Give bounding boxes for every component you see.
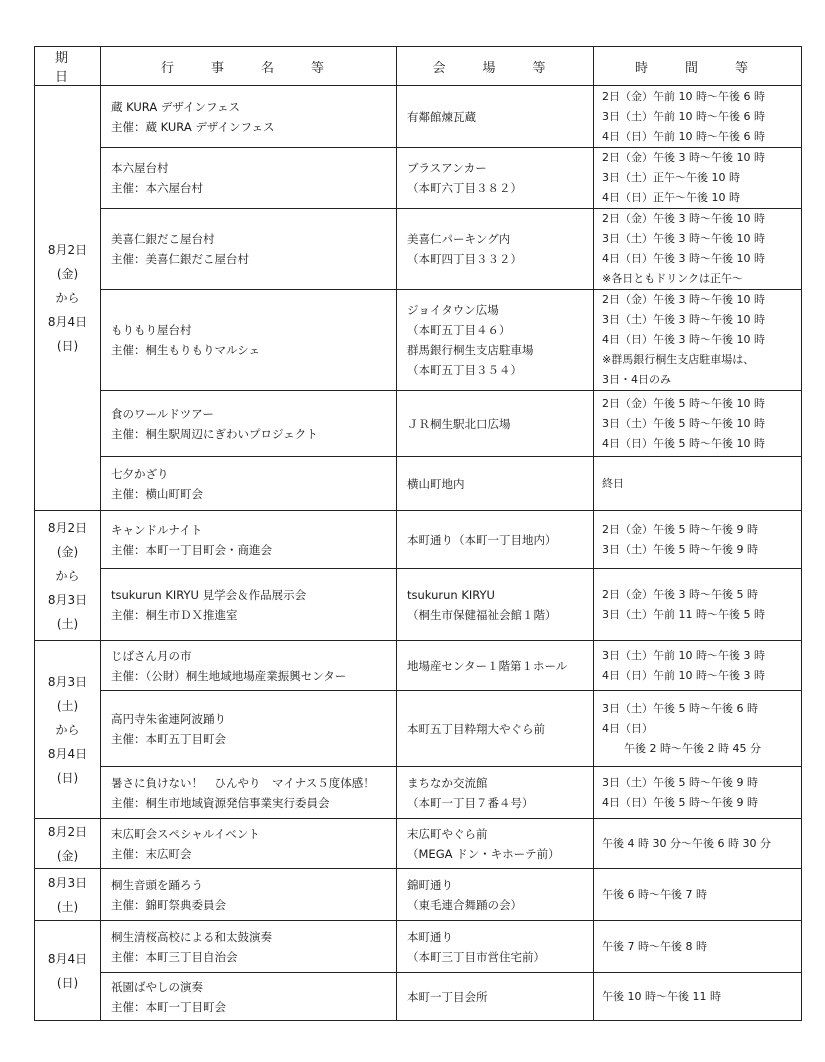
event-line: 主催：桐生市地域資源発信事業実行委員会: [111, 795, 330, 810]
time-line: 4日（日）午後 3 時～午後 10 時: [602, 252, 765, 265]
event-line: 主催：蔵 KURA デザインフェス: [111, 119, 275, 134]
event-line: 主催：末広町会: [111, 846, 192, 861]
event-line: 主催：錦町祭典委員会: [111, 897, 226, 912]
time-line: 3日（土）午後 5 時～午後 10 時: [602, 416, 765, 430]
venue-line: まちなか交流館: [407, 775, 488, 790]
header-row: [35, 47, 802, 86]
event-cell: [101, 457, 397, 511]
time-cell: [594, 921, 802, 973]
time-line: 4日（日）午前 10 時～午後 3 時: [602, 668, 765, 682]
table-row: [35, 391, 802, 457]
venue-line: 美喜仁パーキング内: [407, 232, 511, 246]
date-cell: [35, 511, 101, 641]
table-row: [35, 921, 802, 973]
table-row: [35, 569, 802, 641]
venue-line: （本町六丁目３８２）: [407, 181, 522, 195]
time-line: 4日（日）正午～午後 10 時: [602, 191, 740, 204]
time-line: 2日（金）午後 3 時～午後 10 時: [602, 151, 765, 164]
table-row: [35, 209, 802, 290]
event-cell: [101, 511, 397, 569]
event-line: 主催：美喜仁銀だこ屋台村: [111, 252, 249, 266]
event-line: 主催：桐生市ＤＸ推進室: [111, 607, 238, 622]
venue-line: ＪＲ桐生駅北口広場: [407, 416, 511, 431]
venue-cell: [397, 457, 594, 511]
event-line: 主催：横山町町会: [111, 486, 203, 501]
date-line: から: [55, 568, 80, 583]
table-row: [35, 511, 802, 569]
time-line: ※各日ともドリンクは正午～: [602, 272, 743, 285]
venue-cell: [397, 148, 594, 209]
time-line: 2日（金）午後 5 時～午後 10 時: [602, 396, 765, 410]
time-cell: [594, 290, 802, 391]
table-row: [35, 973, 802, 1021]
time-line: 午後 2 時～午後 2 時 45 分: [602, 741, 761, 755]
time-line: 午後 10 時～午後 11 時: [602, 989, 721, 1003]
date-cell: [35, 641, 101, 819]
event-line: 食のワールドツアー: [111, 406, 214, 421]
table-row: [35, 457, 802, 511]
venue-line: （MEGA ドン・キホーテ前）: [407, 846, 560, 861]
time-line: 3日（土）午後 3 時～午後 10 時: [602, 313, 765, 326]
event-line: tsukurun KIRYU 見学会＆作品展示会: [111, 587, 307, 602]
date-line: から: [55, 291, 80, 305]
event-cell: [101, 290, 397, 391]
date-cell: [35, 86, 101, 511]
date-line: 8月4日: [47, 315, 88, 329]
event-line: 主催：（公財）桐生地域地場産業振興センター: [111, 668, 347, 683]
event-cell: [101, 691, 397, 767]
time-line: 3日（土）午前 10 時～午後 6 時: [602, 109, 765, 123]
event-line: 主催：桐生駅周辺にぎわいプロジェクト: [111, 426, 318, 441]
table-row: [35, 869, 802, 921]
time-line: 午後 6 時～午後 7 時: [602, 887, 707, 901]
date-cell: [35, 921, 101, 1021]
venue-line: 群馬銀行桐生支店駐車場: [407, 343, 534, 357]
date-line: 8月2日: [47, 520, 88, 535]
event-schedule-table: [34, 46, 802, 1021]
venue-line: 有鄰館煉瓦蔵: [407, 109, 476, 124]
time-cell: [594, 86, 802, 148]
date-line: (金): [56, 267, 79, 281]
venue-cell: [397, 921, 594, 973]
time-line: 午後 4 時 30 分～午後 6 時 30 分: [602, 836, 771, 850]
venue-line: （桐生市保健福祉会館１階）: [407, 607, 557, 622]
event-line: もりもり屋台村: [111, 323, 192, 337]
date-line: 8月4日: [47, 746, 88, 761]
venue-line: 地場産センター１階第１ホール: [407, 658, 568, 673]
venue-cell: [397, 209, 594, 290]
venue-line: 横山町地内: [407, 476, 465, 491]
date-line: 8月3日: [47, 674, 88, 689]
event-line: 祇園ばやしの演奏: [111, 979, 203, 994]
venue-cell: [397, 641, 594, 691]
event-cell: [101, 148, 397, 209]
time-line: 4日（日）: [602, 721, 653, 735]
event-cell: [101, 209, 397, 290]
event-line: 本六屋台村: [111, 161, 169, 175]
date-line: (土): [56, 899, 79, 914]
event-cell: [101, 569, 397, 641]
time-line: 3日（土）午後 5 時～午後 6 時: [602, 701, 758, 715]
venue-cell: [397, 819, 594, 869]
event-cell: [101, 921, 397, 973]
event-line: 主催：桐生もりもりマルシェ: [111, 343, 260, 357]
table-row: [35, 819, 802, 869]
date-line: (金): [56, 848, 79, 863]
venue-line: （本町五丁目４６）: [407, 323, 511, 337]
time-cell: [594, 391, 802, 457]
event-cell: [101, 869, 397, 921]
time-line: 2日（金）午後 5 時～午後 9 時: [602, 522, 758, 536]
time-cell: [594, 691, 802, 767]
event-cell: [101, 819, 397, 869]
table-row: [35, 641, 802, 691]
event-line: 暑さに負けない！ ひんやり マイナス５度体感！: [111, 775, 375, 790]
time-line: 3日（土）午後 3 時～午後 10 時: [602, 232, 765, 245]
venue-line: ジョイタウン広場: [407, 303, 499, 317]
time-line: 3日・4日のみ: [602, 373, 671, 386]
date-line: (金): [56, 544, 79, 559]
time-line: 3日（土）午後 5 時～午後 9 時: [602, 542, 758, 556]
venue-line: （本町五丁目３５４）: [407, 363, 522, 377]
venue-cell: [397, 511, 594, 569]
header-date: 期 日: [35, 47, 101, 86]
venue-cell: [397, 869, 594, 921]
table-row: [35, 290, 802, 391]
time-line: 4日（日）午前 10 時～午後 6 時: [602, 129, 765, 143]
header-event: 行 事 名 等: [101, 47, 397, 86]
time-cell: [594, 148, 802, 209]
table-row: [35, 767, 802, 819]
time-line: 終日: [602, 476, 624, 490]
date-line: 8月3日: [47, 592, 88, 607]
venue-line: （本町四丁目３３２）: [407, 252, 522, 266]
time-line: 午後 7 時～午後 8 時: [602, 939, 707, 953]
time-cell: [594, 973, 802, 1021]
event-line: 主催：本町一丁目町会: [111, 999, 226, 1014]
venue-cell: [397, 767, 594, 819]
date-line: 8月2日: [47, 824, 88, 839]
time-line: 3日（土）正午～午後 10 時: [602, 171, 740, 184]
venue-line: 本町一丁目会所: [407, 989, 488, 1004]
time-line: 3日（土）午前 10 時～午後 3 時: [602, 648, 765, 662]
time-line: ※群馬銀行桐生支店駐車場は、: [602, 353, 755, 366]
header-venue: 会 場 等: [397, 47, 594, 86]
date-line: 8月4日: [47, 951, 88, 966]
time-line: 3日（土）午前 11 時～午後 5 時: [602, 607, 765, 621]
time-cell: [594, 569, 802, 641]
event-line: 主催：本町三丁目自治会: [111, 949, 238, 964]
date-line: (日): [56, 975, 79, 990]
event-line: 七夕かざり: [111, 466, 169, 481]
event-cell: [101, 973, 397, 1021]
event-line: 主催：本町一丁目町会・商進会: [111, 542, 272, 557]
table-row: [35, 148, 802, 209]
event-line: 蔵 KURA デザインフェス: [111, 99, 240, 114]
date-cell: [35, 819, 101, 869]
date-cell: [35, 869, 101, 921]
table-row: [35, 691, 802, 767]
venue-cell: [397, 86, 594, 148]
date-line: (土): [56, 616, 79, 631]
date-line: (土): [56, 698, 79, 713]
event-line: 桐生清桜高校による和太鼓演奏: [111, 929, 272, 944]
event-line: 美喜仁銀だこ屋台村: [111, 232, 215, 246]
date-line: (日): [56, 339, 79, 353]
date-line: (日): [56, 770, 79, 785]
venue-line: 本町五丁目粋翔大やぐら前: [407, 721, 545, 736]
venue-cell: [397, 290, 594, 391]
event-cell: [101, 86, 397, 148]
venue-line: （東毛連合舞踊の会）: [407, 897, 522, 912]
venue-cell: [397, 973, 594, 1021]
time-cell: [594, 869, 802, 921]
date-line: 8月2日: [47, 243, 88, 257]
time-cell: [594, 767, 802, 819]
time-cell: [594, 819, 802, 869]
venue-line: （本町一丁目７番４号）: [407, 795, 534, 810]
time-line: 4日（日）午後 3 時～午後 10 時: [602, 333, 765, 346]
time-line: 2日（金）午後 3 時～午後 5 時: [602, 587, 758, 601]
venue-line: 本町通り: [407, 929, 453, 944]
event-line: 主催：本町五丁目町会: [111, 731, 226, 746]
venue-cell: [397, 391, 594, 457]
time-cell: [594, 457, 802, 511]
date-line: 8月3日: [47, 875, 88, 890]
venue-line: 錦町通り: [407, 877, 453, 892]
venue-line: 本町通り（本町一丁目地内）: [407, 532, 557, 547]
venue-cell: [397, 691, 594, 767]
venue-cell: [397, 569, 594, 641]
event-cell: [101, 391, 397, 457]
time-line: 2日（金）午後 3 時～午後 10 時: [602, 293, 765, 306]
time-cell: [594, 511, 802, 569]
event-line: じばさん月の市: [111, 648, 192, 663]
event-cell: [101, 641, 397, 691]
time-cell: [594, 209, 802, 290]
event-line: 高円寺朱雀連阿波踊り: [111, 711, 226, 726]
time-line: 2日（金）午前 10 時～午後 6 時: [602, 89, 765, 103]
time-cell: [594, 641, 802, 691]
event-line: キャンドルナイト: [111, 522, 203, 537]
date-line: から: [55, 722, 80, 737]
venue-line: （本町三丁目市営住宅前）: [407, 949, 545, 964]
event-cell: [101, 767, 397, 819]
time-line: 4日（日）午後 5 時～午後 10 時: [602, 436, 765, 450]
event-line: 桐生音頭を踊ろう: [111, 877, 203, 892]
venue-line: 末広町やぐら前: [407, 826, 488, 841]
venue-line: tsukurun KIRYU: [407, 587, 495, 602]
event-line: 主催：本六屋台村: [111, 181, 203, 195]
time-line: 3日（土）午後 5 時～午後 9 時: [602, 775, 758, 789]
event-line: 末広町会スペシャルイベント: [111, 826, 260, 841]
time-line: 2日（金）午後 3 時～午後 10 時: [602, 212, 765, 225]
venue-line: ブラスアンカー: [407, 161, 487, 175]
time-line: 4日（日）午後 5 時～午後 9 時: [602, 795, 758, 809]
header-time: 時 間 等: [594, 47, 802, 86]
table-row: [35, 86, 802, 148]
